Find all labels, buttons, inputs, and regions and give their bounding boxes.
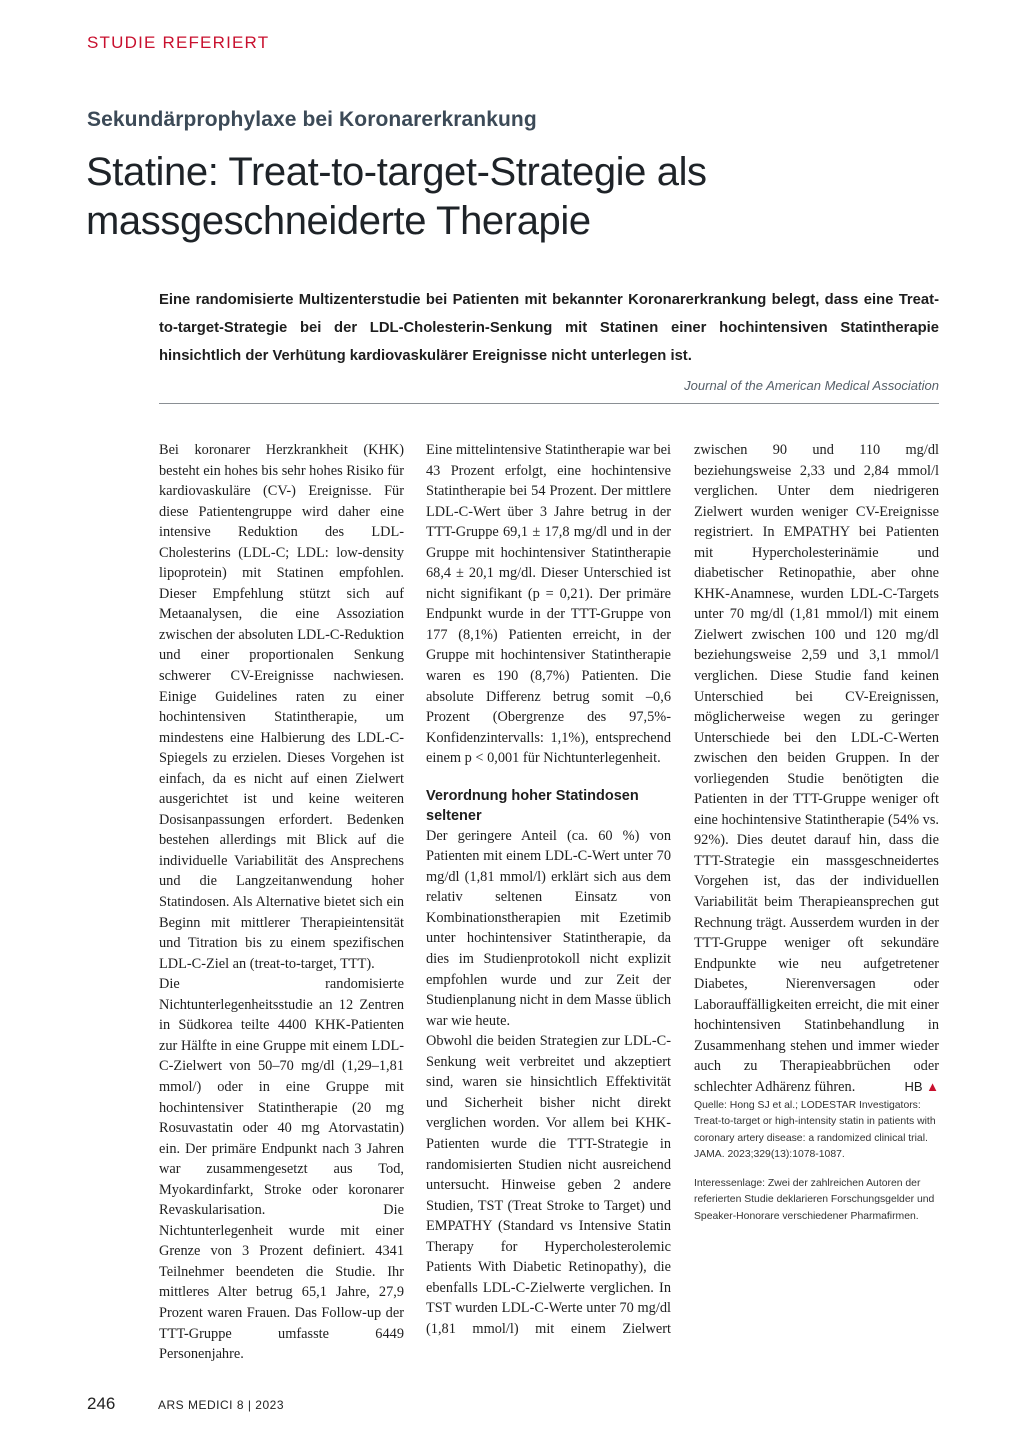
divider (159, 403, 939, 404)
lead-paragraph: Eine randomisierte Multizenterstudie bei Patienten mit bekannter Koronarerkrankung belegt, dass eine Treat-to-target-Strategie bei der LDL-Cholesterin-Senkung mit Statinen einer hochintensiven Statintherapie hinsichtlich der Verhütung kardiovaskulärer Ereignisse nicht unterlegen ist. (159, 292, 939, 364)
section-subheading: Verordnung hoher Statindosen seltener (426, 787, 639, 824)
issue-info: ARS MEDICI 8 | 2023 (158, 1398, 284, 1412)
body-paragraph: Die randomisierte Nichtunterlegenheitsstudie an 12 Zentren in Südkorea teilte 4400 KHK-Patienten zur Hälfte in eine Gruppe mit einem LDL-C-Zielwert von 50–70 mg/dl (1,29–1,81 mmol/) oder in eine Gruppe mit hochintensiver Statintherapie (20 mg Rosuvastatin oder 40 mg Atorvastatin) ein. Der primäre Endpunkt nach 3 Jahren war zusammengesetzt aus Tod, Myokardinfarkt, Stroke oder koronarer Revaskularisation. Die Nichtunterlegenheit wurde mit einer Grenze von 3 Prozent definiert. 4341 Teilnehmer beendeten die Studie. Ihr mittleres Alter betrug 65,1 Jahre, 27,9 Prozent waren Frauen. Das Follow-up der TTT-Gruppe umfasste 6449 Personenjahre. (159, 976, 404, 1363)
source-note: Quelle: Hong SJ et al.; LODESTAR Investigators: Treat-to-target or high-intensity statin in patients with coronary artery disease: a randomized clinical trial. JAMA. 2023;329(13):1078-1087. (694, 1099, 936, 1160)
section-rubric: STUDIE REFERIERT (87, 33, 270, 52)
body-column-2 (426, 440, 671, 1339)
body-paragraph: Der geringere Anteil (ca. 60 %) von Patienten mit einem LDL-C-Wert unter 70 mg/dl (1,81 mmol/l) erklärt sich aus dem relativ seltenen Einsatz von Kombinationstherapien mit Ezetimib unter hochintensiver Statintherapie, da dies im Studienprotokoll nicht explizit empfohlen wurde und zur Zeit der Studienplanung nicht in dem Masse üblich war wie heute. (426, 827, 672, 1029)
body-column-3 (694, 440, 939, 1225)
body-paragraph: Obwohl die beiden Strategien zur LDL-C-Senkung weit verbreitet und akzeptiert sind, waren sie hinsichtlich Effektivität und Sicherheit bisher nicht direkt verglichen worden. Vor allem bei KHK-Patienten wurde die TTT-Strategie in randomisierten Studien nicht ausreichend untersucht. Hinweise geben 2 andere Studien, TST (Treat Stroke to Target) und EMPATHY (Standard vs Intensive Statin Therapy for Hypercholesterolemic Patients With Diabetic Retinopathy), die ebenfalls LDL-C-Zielwerte verglichen. In TST wurden LDL-C-Werte unter 70 mg/dl (1,81 mmol/l) mit einem Zielwert (426, 1033, 671, 1337)
body-column-1 (159, 440, 404, 1365)
page-number: 246 (87, 1394, 116, 1413)
article-kicker: Sekundärprophylaxe bei Koronarerkrankung (87, 108, 537, 131)
body-paragraph: Eine mittelintensive Statintherapie war bei 43 Prozent erfolgt, eine hochintensive Statintherapie bei 54 Prozent. Der mittlere LDL-C-Wert über 3 Jahre betrug in der TTT-Gruppe 69,1 ± 17,8 mg/dl und in der Gruppe mit hochintensiver Statintherapie 68,4 ± 20,1 mg/dl. Dieser Unterschied ist nicht signifikant (p = 0,21). Der primäre Endpunkt wurde in der TTT-Gruppe von 177 (8,1%) Patienten erreicht, in der Gruppe mit hochintensiver Statintherapie waren es 190 (8,7%) Patienten. Die absolute Differenz betrug somit –0,6 Prozent (Obergrenze des 97,5%-Konfidenzintervalls: 1,1%), entsprechend einem p < 0,001 für Nichtunterlegenheit. (426, 442, 671, 767)
author-initials: HB (904, 1078, 923, 1094)
author-signature (904, 1077, 939, 1098)
triangle-up-icon: ▲ (926, 1078, 939, 1094)
body-paragraph: Bei koronarer Herzkrankheit (KHK) besteht ein hohes bis sehr hohes Risiko für kardiovaskuläre (CV-) Ereignisse. Für diese Patientengruppe wird daher eine intensive Reduktion des LDL-Cholesterins (LDL-C; LDL: low-density lipoprotein) mit Statinen empfohlen. Dieser Empfehlung stützt sich auf Metaanalysen, die eine Assoziation zwischen der absoluten LDL-C-Reduktion und einer proportionalen Senkung schwerer CV-Ereignisse nachwiesen. Einige Guidelines raten zu einer hochintensiven Statintherapie, um mindestens eine Halbierung des LDL-C-Spiegels zu erzielen. Dieses Vorgehen ist einfach, da es nicht auf einen Zielwert ausgerichtet ist und keine weiteren Dosisanpassungen erfordert. Bedenken bestehen allerdings mit Blick auf die individuelle Variabilität des Ansprechens und die Langzeitanwendung hoher Statindosen. Als Alternative bietet sich ein Beginn mit mittlerer Therapieintensität und Titration bis zu einem spezifischen LDL-C-Ziel an (treat-to-target, TTT). (159, 442, 405, 972)
article-title: Statine: Treat-to-target-Strategie als massgeschneiderte Therapie (86, 150, 707, 243)
journal-source: Journal of the American Medical Association (684, 378, 939, 393)
interests-note: Interessenlage: Zwei der zahlreichen Autoren der referierten Studie deklarieren Forschungsgelder und Speaker-Honorare verschiedener Pharmafirmen. (694, 1177, 935, 1222)
body-text-continued: zwischen 90 und 110 mg/dl beziehungsweise 2,33 und 2,84 mmol/l verglichen. Unter dem niedrigeren Zielwert wurden weniger CV-Ereignisse registriert. In EMPATHY bei Patienten mit Hypercholesterinämie und diabetischer Retinopathie, aber ohne KHK-Anamnese, wurden LDL-C-Targets unter 70 mg/dl (1,81 mmol/l) mit einem Zielwert zwischen 100 und 120 mg/dl beziehungsweise 2,59 und 3,1 mmol/l verglichen. Diese Studie fand keinen Unterschied bei CV-Ereignissen, möglicherweise wegen zu geringer Unterschiede bei den LDL-C-Werten zwischen den beiden Gruppen. In der vorliegenden Studie benötigten die Patienten in der TTT-Gruppe weniger oft eine hochintensive Statintherapie (54% vs. 92%). Dies deutet darauf hin, dass die TTT-Strategie ein massgeschneidertes Vorgehen ist, das der individuellen Variabilität beim Therapieansprechen gut Rechnung trägt. Ausserdem wurden in der TTT-Gruppe weniger oft sekundäre Endpunkte wie neu aufgetretener Diabetes, Nierenversagen oder Laborauffälligkeiten erreicht, die mit einer hochintensiven Statinbehandlung in Zusammenhang stehen und immer wieder auch zu Therapieabbrüchen oder schlechter Adhärenz führen. (694, 442, 939, 1095)
body-paragraph-continued (694, 440, 939, 1098)
